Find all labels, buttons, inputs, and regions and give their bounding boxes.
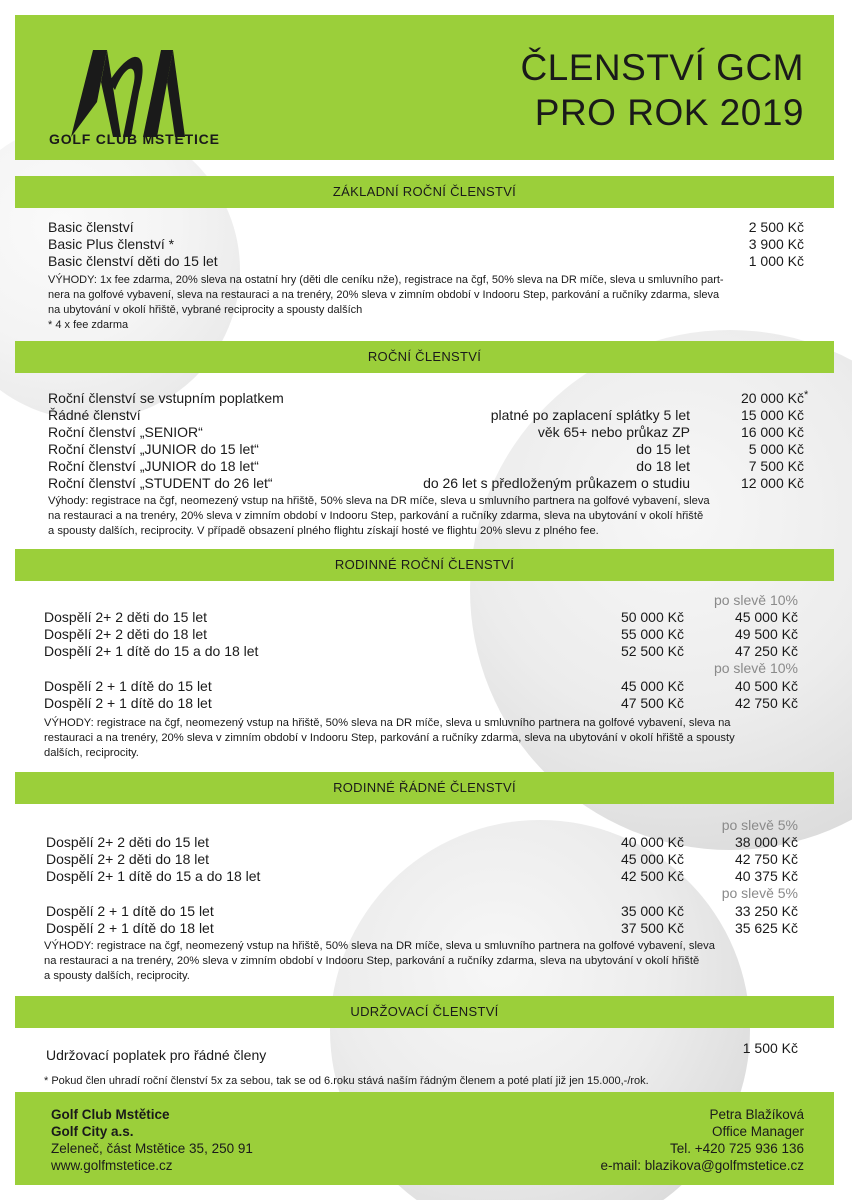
- discount-label: po slevě 10%: [713, 592, 798, 608]
- price-label: Dospělí 2+ 1 dítě do 15 a do 18 let: [44, 643, 259, 659]
- benefits-line: VÝHODY: registrace na čgf, neomezený vstup na hřiště, 50% sleva na DR míče, sleva u smluvního partnera na golfové vybavení, sleva: [44, 940, 715, 952]
- price-label: Roční členství „SENIOR“: [48, 424, 203, 440]
- title-line-1: ČLENSTVÍ GCM: [520, 47, 804, 88]
- discount-label: po slevě 10%: [713, 660, 798, 676]
- price-label: Dospělí 2 + 1 dítě do 18 let: [46, 920, 214, 936]
- benefits-line: Výhody: registrace na čgf, neomezený vstup na hřiště, 50% sleva na DR míče, sleva u smluvního partnera na golfové vybavení, sleva: [48, 495, 710, 507]
- price-value: 15 000 Kč: [740, 407, 804, 423]
- price-value: 1 500 Kč: [742, 1040, 798, 1056]
- organization-name: Golf Club Mstětice: [51, 1107, 170, 1122]
- price-value: 16 000 Kč: [740, 424, 804, 440]
- company-name: Golf City a.s.: [51, 1124, 134, 1139]
- benefits-line: na restauraci a na trenéry, 20% sleva v zimním období v Indooru Step, parkování a ručníky zdarma, sleva na ubytování v okolí hřiště: [48, 510, 704, 522]
- discounted-price: 38 000 Kč: [734, 834, 798, 850]
- discounted-price: 42 750 Kč: [734, 695, 798, 711]
- price-value: 3 900 Kč: [748, 236, 804, 252]
- price-label: Basic Plus členství *: [48, 236, 175, 252]
- price-label: Dospělí 2 + 1 dítě do 15 let: [46, 903, 214, 919]
- discounted-price: 40 500 Kč: [734, 678, 798, 694]
- section-bar-basic: [15, 176, 834, 208]
- section-bar-annual: [15, 341, 834, 373]
- price-value: 2 500 Kč: [748, 219, 804, 235]
- price-label: Dospělí 2+ 2 děti do 18 let: [44, 626, 208, 642]
- price-value: 52 500 Kč: [620, 643, 684, 659]
- contact-name: Petra Blažíková: [709, 1107, 804, 1122]
- price-label: Roční členství „JUNIOR do 15 let“: [48, 441, 259, 457]
- price-label: Dospělí 2 + 1 dítě do 18 let: [44, 695, 212, 711]
- footnote: * Pokud člen uhradí roční členství 5x za sebou, tak se od 6.roku stává naším řádným členem a poté platí již jen 15.000,-/rok.: [44, 1075, 649, 1087]
- price-value: 5 000 Kč: [748, 441, 804, 457]
- section-bar-family-regular: [15, 772, 834, 804]
- benefits-line: a spousty dalších, reciprocity. V případě obsazení plného flightu získají hosté ve flightu 20% slevu z plného fee.: [48, 525, 599, 537]
- benefits-line: VÝHODY: 1x fee zdarma, 20% sleva na ostatní hry (děti dle ceníku nže), registrace na čgf, 50% sleva na DR míče, sleva u smluvního part-: [48, 274, 724, 286]
- benefits-line: na ubytování v okolí hřiště, vybrané reciprocity a spousty dalších: [48, 304, 363, 316]
- condition-text: do 15 let: [636, 441, 690, 457]
- price-value: 42 500 Kč: [620, 868, 684, 884]
- discount-label: po slevě 5%: [721, 817, 798, 833]
- section-bar-family-annual: [15, 549, 834, 581]
- benefits-line: dalších, reciprocity.: [44, 747, 139, 759]
- price-value: 47 500 Kč: [620, 695, 684, 711]
- condition-text: do 18 let: [636, 458, 690, 474]
- price-label: Roční členství „JUNIOR do 18 let“: [48, 458, 259, 474]
- price-label: Dospělí 2+ 2 děti do 15 let: [44, 609, 208, 625]
- section-bar-maintenance: [15, 996, 834, 1028]
- discounted-price: 40 375 Kč: [734, 868, 798, 884]
- discounted-price: 35 625 Kč: [734, 920, 798, 936]
- contact-phone: Tel. +420 725 936 136: [670, 1141, 804, 1156]
- price-value: 45 000 Kč: [620, 851, 684, 867]
- discounted-price: 33 250 Kč: [734, 903, 798, 919]
- contact-email[interactable]: e-mail: blazikova@golfmstetice.cz: [600, 1158, 804, 1173]
- price-label: Dospělí 2+ 2 děti do 18 let: [46, 851, 210, 867]
- price-value: 1 000 Kč: [748, 253, 804, 269]
- section-title: RODINNÉ ŘÁDNÉ ČLENSTVÍ: [333, 780, 516, 795]
- benefits-line: restauraci a na trenéry, 20% sleva v zimním období v Indooru Step, parkování a ručníky zdarma, sleva na ubytování v okolí hřiště a spousty: [44, 732, 735, 744]
- benefits-line: na restauraci a na trenéry, 20% sleva v zimním období v Indooru Step, parkování a ručníky zdarma, sleva na ubytování v okolí hřiště: [44, 955, 700, 967]
- benefits-line: a spousty dalších, reciprocity.: [44, 970, 190, 982]
- benefits-text: [48, 273, 808, 333]
- benefits-text: [44, 716, 819, 761]
- background-golf-ball: [0, 120, 240, 420]
- price-value: 37 500 Kč: [620, 920, 684, 936]
- price-value: 12 000 Kč: [740, 475, 804, 491]
- price-label: Roční členství „STUDENT do 26 let“: [48, 475, 273, 491]
- section-title: ROČNÍ ČLENSTVÍ: [367, 349, 482, 364]
- condition-text: platné po zaplacení splátky 5 let: [490, 407, 690, 423]
- condition-text: do 26 let s předloženým průkazem o studiu: [423, 475, 690, 491]
- logo-text: GOLF CLUB MSTĚTICE: [49, 131, 220, 147]
- contact-role: Office Manager: [711, 1124, 804, 1139]
- section-title: ZÁKLADNÍ ROČNÍ ČLENSTVÍ: [332, 184, 517, 199]
- title-line-2: PRO ROK 2019: [534, 92, 804, 133]
- discounted-price: 45 000 Kč: [734, 609, 798, 625]
- price-label: Basic členství: [48, 219, 134, 235]
- website-link[interactable]: www.golfmstetice.cz: [51, 1158, 173, 1173]
- benefits-text: [48, 494, 818, 539]
- discounted-price: 42 750 Kč: [734, 851, 798, 867]
- price-value: 50 000 Kč: [620, 609, 684, 625]
- price-value: 45 000 Kč: [620, 678, 684, 694]
- condition-text: věk 65+ nebo průkaz ZP: [537, 424, 690, 440]
- price-label: Dospělí 2+ 2 děti do 15 let: [46, 834, 210, 850]
- price-label: Dospělí 2 + 1 dítě do 15 let: [44, 678, 212, 694]
- price-label: Řádné členství: [48, 407, 141, 423]
- section-title: UDRŽOVACÍ ČLENSTVÍ: [350, 1004, 499, 1019]
- price-value: 40 000 Kč: [620, 834, 684, 850]
- price-label: Udržovací poplatek pro řádné členy: [46, 1047, 267, 1063]
- address: Zeleneč, část Mstětice 35, 250 91: [51, 1141, 253, 1156]
- benefits-line: VÝHODY: registrace na čgf, neomezený vstup na hřiště, 50% sleva na DR míče, sleva u smluvního partnera na golfové vybavení, sleva na: [44, 717, 731, 729]
- discounted-price: 49 500 Kč: [734, 626, 798, 642]
- header-banner: [15, 15, 834, 160]
- page-title: [520, 45, 804, 135]
- discount-label: po slevě 5%: [721, 885, 798, 901]
- benefits-text: [44, 939, 819, 984]
- section-title: RODINNÉ ROČNÍ ČLENSTVÍ: [334, 557, 515, 572]
- price-value: 20 000 Kč: [740, 390, 804, 406]
- benefits-line: nera na golfové vybavení, sleva na restauraci a na trenéry, 20% sleva v zimním období v Indooru Step, parkování a ručníky zdarma, sleva: [48, 289, 720, 301]
- discounted-price: 47 250 Kč: [734, 643, 798, 659]
- asterisk-mark: *: [804, 389, 809, 401]
- footer-banner: [15, 1092, 834, 1185]
- price-label: Dospělí 2+ 1 dítě do 15 a do 18 let: [46, 868, 261, 884]
- price-value: 7 500 Kč: [748, 458, 804, 474]
- price-value: 55 000 Kč: [620, 626, 684, 642]
- price-label: Roční členství se vstupním poplatkem: [48, 390, 284, 406]
- footnote: * 4 x fee zdarma: [48, 319, 129, 331]
- price-label: Basic členství děti do 15 let: [48, 253, 218, 269]
- price-value: 35 000 Kč: [620, 903, 684, 919]
